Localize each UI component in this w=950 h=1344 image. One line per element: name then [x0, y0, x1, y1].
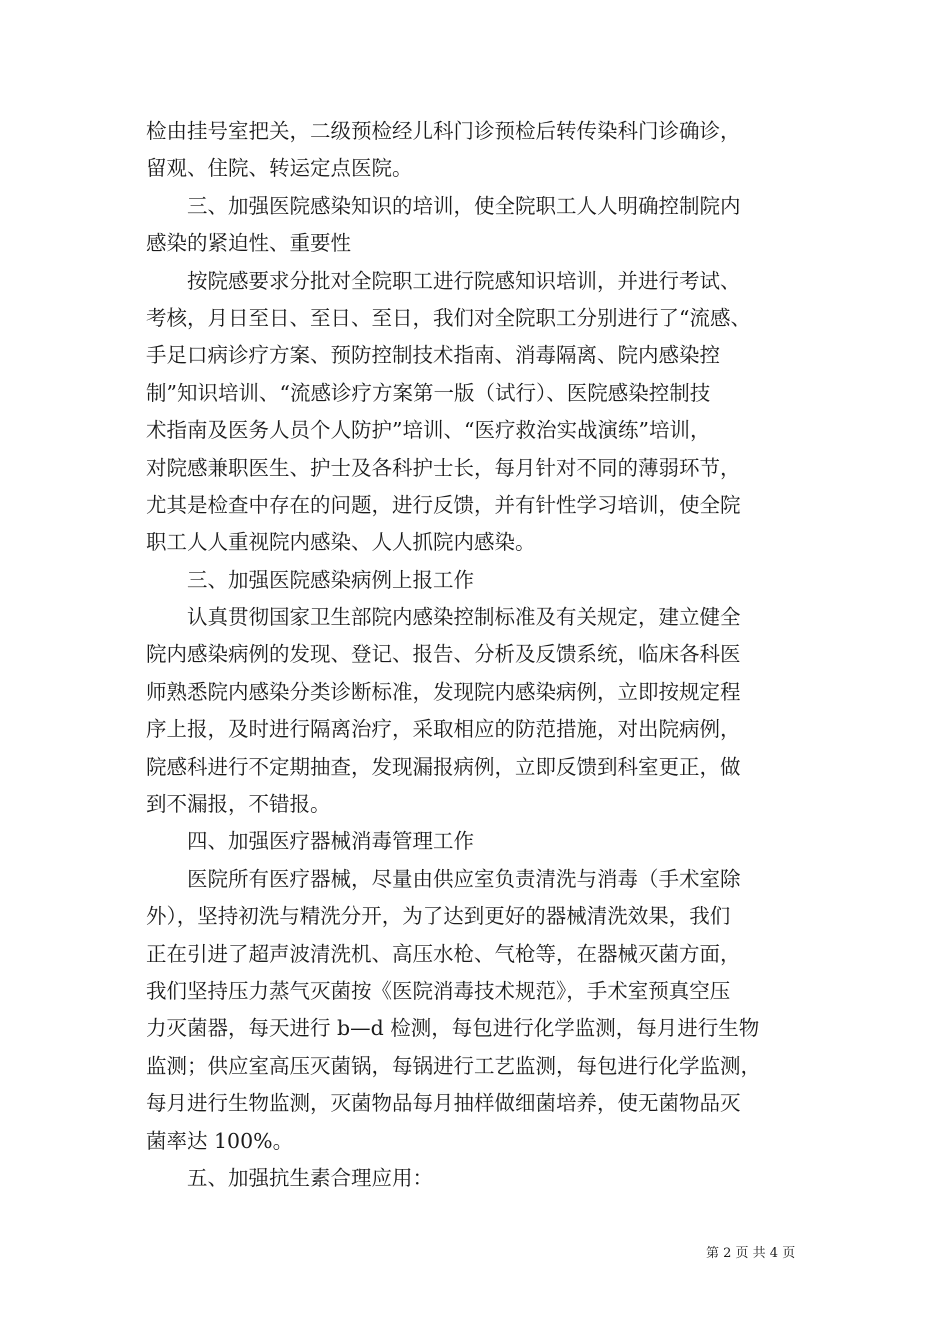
text-line: 手足口病诊疗方案、预防控制技术指南、消毒隔离、院内感染控	[146, 343, 720, 368]
section-heading: 四、加强医疗器械消毒管理工作	[146, 829, 474, 854]
text-line: 制”知识培训、“流感诊疗方案第一版（试行）、医院感染控制技	[146, 380, 711, 405]
text-line: 师熟悉院内感染分类诊断标准，发现院内感染病例，立即按规定程	[146, 679, 741, 704]
text-line: 检由挂号室把关，二级预检经儿科门诊预检后转传染科门诊确诊，	[146, 119, 741, 143]
text-line: 按院感要求分批对全院职工进行院感知识培训，并进行考试、	[146, 268, 741, 293]
section-heading: 感染的紧迫性、重要性	[146, 231, 351, 256]
section-heading: 三、加强医院感染知识的培训，使全院职工人人明确控制院内	[146, 193, 741, 218]
text-line: 留观、住院、转运定点医院。	[146, 156, 413, 181]
text-line: 每月进行生物监测，灭菌物品每月抽样做细菌培养，使无菌物品灭	[146, 1091, 741, 1116]
text-line: 院感科进行不定期抽查，发现漏报病例，立即反馈到科室更正，做	[146, 754, 741, 779]
text-line: 监测；供应室高压灭菌锅，每锅进行工艺监测，每包进行化学监测，	[146, 1053, 761, 1078]
text-line: 外），坚持初洗与精洗分开，为了达到更好的器械清洗效果，我们	[146, 904, 731, 929]
text-line: 对院感兼职医生、护士及各科护士长，每月针对不同的薄弱环节，	[146, 455, 741, 480]
section-heading: 三、加强医院感染病例上报工作	[146, 567, 474, 592]
text-line: 认真贯彻国家卫生部院内感染控制标准及有关规定，建立健全	[146, 605, 741, 630]
text-line: 序上报，及时进行隔离治疗，采取相应的防范措施，对出院病例，	[146, 717, 741, 742]
text-line: 到不漏报，不错报。	[146, 792, 331, 817]
document-body	[146, 113, 806, 1197]
text-line: 尤其是检查中存在的问题，进行反馈，并有针性学习培训，使全院	[146, 492, 741, 517]
text-line: 我们坚持压力蒸气灭菌按《医院消毒技术规范》，手术室预真空压	[146, 978, 731, 1003]
section-heading: 五、加强抗生素合理应用：	[146, 1165, 433, 1190]
text-line: 力灭菌器，每天进行 b—d 检测，每包进行化学监测，每月进行生物	[146, 1016, 760, 1041]
text-line: 正在引进了超声波清洗机、高压水枪、气枪等，在器械灭菌方面，	[146, 941, 741, 966]
text-line: 考核，月日至日、至日、至日，我们对全院职工分别进行了“流感、	[146, 305, 751, 330]
text-line: 术指南及医务人员个人防护”培训、“医疗救治实战演练”培训，	[146, 418, 711, 443]
page-number: 第 2 页 共 4 页	[706, 1246, 796, 1261]
text-line: 医院所有医疗器械，尽量由供应室负责清洗与消毒（手术室除	[146, 866, 741, 891]
text-line: 菌率达 100%。	[146, 1128, 294, 1153]
text-line: 院内感染病例的发现、登记、报告、分析及反馈系统，临床各科医	[146, 642, 741, 667]
text-line: 职工人人重视院内感染、人人抓院内感染。	[146, 530, 536, 555]
